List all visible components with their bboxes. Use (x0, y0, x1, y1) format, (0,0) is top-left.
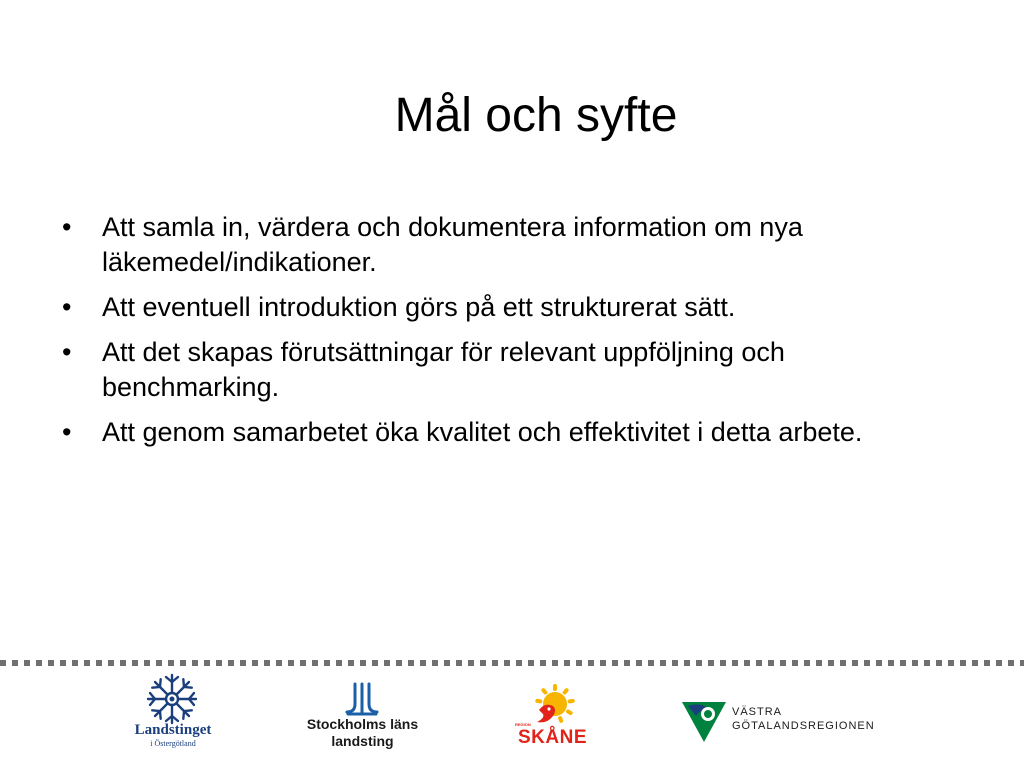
bullet-item (62, 335, 962, 405)
footer-dotted-divider (0, 660, 1024, 666)
logo-region-skane (515, 684, 588, 750)
bullet-marker: • (62, 212, 72, 242)
snowflake-emblem-icon (145, 672, 199, 726)
bullet-text: Att samla in, värdera och dokumentera information om nya läkemedel/indikationer. (102, 212, 803, 277)
vgr-triangle-icon (680, 698, 728, 744)
slide-title: Mål och syfte (394, 89, 678, 142)
logo-text-line1: REGION (515, 722, 531, 727)
logo-text-line1: Stockholms läns (306, 716, 419, 732)
bullet-marker: • (62, 292, 72, 322)
logo-stockholms-lans-landsting (300, 682, 425, 754)
bullet-list (62, 210, 962, 460)
bullet-marker: • (62, 337, 72, 367)
logo-landstinget-ostergotland (118, 672, 228, 752)
bullet-marker: • (62, 417, 72, 447)
logo-text-line1: Landstinget (134, 722, 212, 738)
logo-text-line2: landsting (331, 733, 394, 749)
bullet-text: Att det skapas förutsättningar för relevant uppföljning och benchmarking. (102, 337, 785, 402)
logo-text-line2: SKÅNE (518, 727, 588, 748)
logo-vastra-gotalandsregionen (680, 698, 900, 748)
logo-text-line1: VÄSTRA (732, 706, 783, 718)
logo-text-line2: i Östergötland (150, 739, 196, 748)
bullet-item (62, 210, 962, 280)
bullet-text: Att eventuell introduktion görs på ett strukturerat sätt. (102, 292, 736, 322)
sll-emblem-icon (342, 682, 382, 716)
bullet-item (62, 415, 962, 450)
bullet-item (62, 290, 962, 325)
logo-text-line2: GÖTALANDSREGIONEN (732, 720, 875, 732)
bullet-text: Att genom samarbetet öka kvalitet och effektivitet i detta arbete. (102, 417, 863, 447)
